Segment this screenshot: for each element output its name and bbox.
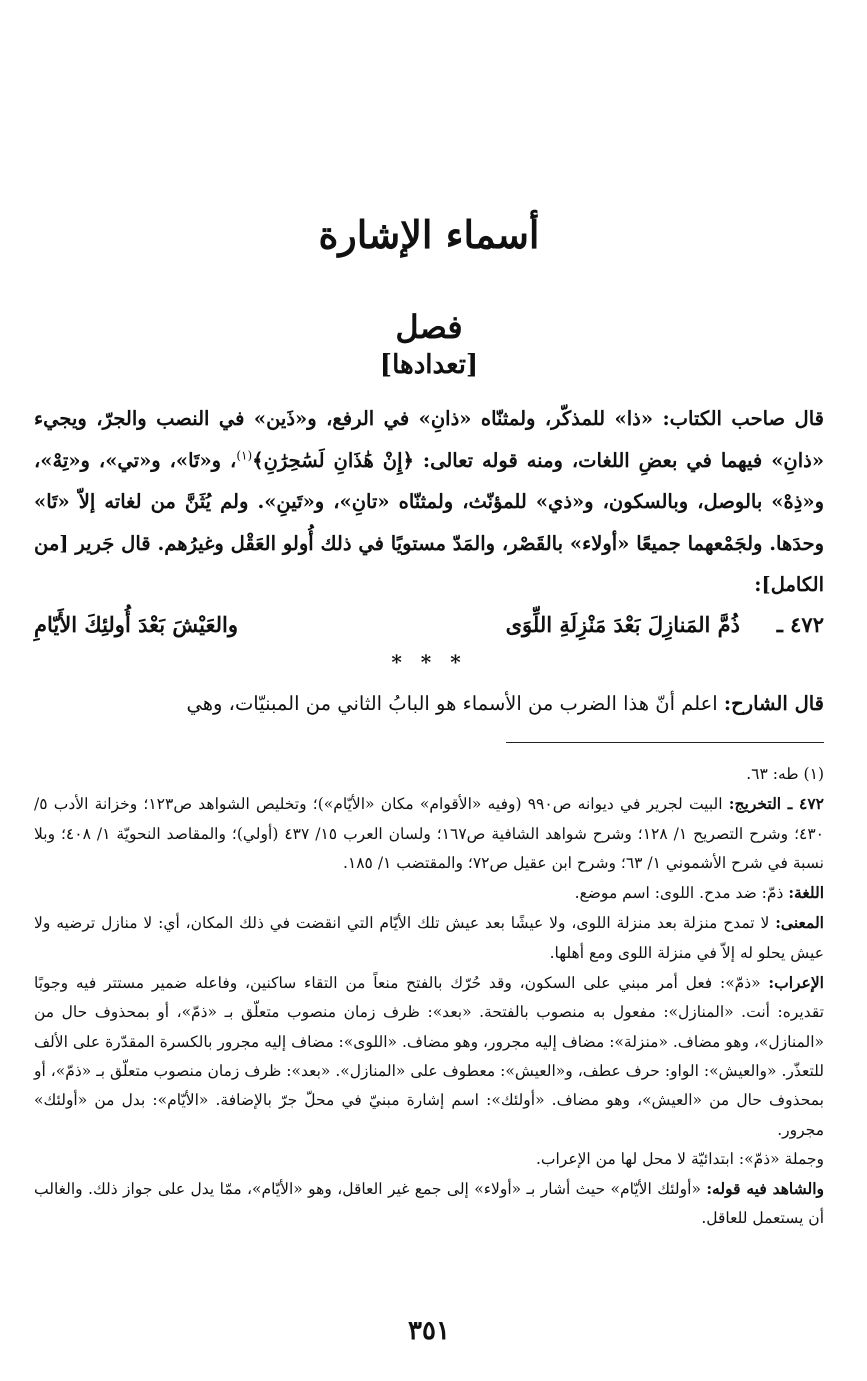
- footnote-1: (١) طه: ٦٣.: [746, 765, 824, 783]
- footnote-shahid: [34, 1174, 824, 1234]
- section-heading: فصل: [395, 308, 463, 346]
- verse-second-hemistich: والعَيْشَ بَعْدَ أُولئِكَ الأَيّامِ: [34, 612, 239, 637]
- maana-text: لا تمدح منزلة بعد منزلة اللوى، ولا عيشًا بعد عيش تلك الأيّام التي انقضت في ذلك المكان، أي: لا منازل ترضيه ولا عيش يحلو له إلاّ في منزلة اللوى ومع أهلها.: [34, 914, 824, 962]
- footnote-maana: [34, 908, 824, 968]
- shahid-label: والشاهد فيه قوله:: [706, 1179, 824, 1199]
- verse-first-hemistich: ذُمَّ المَنازِلَ بَعْدَ مَنْزِلَةِ اللِّوَى: [505, 612, 740, 637]
- footnote-irab: [34, 968, 824, 1145]
- commentary-label: قال الشارح:: [723, 692, 824, 715]
- maana-label: المعنى:: [775, 913, 824, 933]
- takhrij-text: البيت لجرير في ديوانه ص٩٩٠ (وفيه «الأقوام» مكان «الأيّام»)؛ وتخليص الشواهد ص١٢٣؛ وخزانة الأدب ٥/ ٤٣٠؛ وشرح التصريح ١/ ١٢٨؛ وشرح شواهد الشافية ص١٦٧؛ ولسان العرب ١٥/ ٤٣٧ (أولي)؛ والمقاصد النحويّة ١/ ٤٠٨؛ وبلا نسبة في شرح الأشموني ١/ ٦٣؛ وشرح ابن عقيل ص٧٢؛ والمقتضب ١/ ١٨٥.: [34, 795, 824, 872]
- irab-text: «ذمّ»: فعل أمر مبني على السكون، وقد حُرّك بالفتح منعاً من التقاء ساكنين، وفاعله ضمير مستتر فيه وجوبًا تقديره: أنت. «المنازل»: مفعول به منصوب بالفتحة. «بعد»: ظرف زمان منصوب متعلّق بـ «ذمّ»، أو بمحذوف حال من «المنازل»، وهو مضاف. «منزلة»: مضاف إليه مجرور، وهو مضاف. «اللوى»: مضاف إليه مجرور بالكسرة المقدّرة على الألف للتعذّر. «والعيش»: الواو: حرف عطف، و«العيش»: معطوف على «المنازل». «بعد»: ظرف زمان منصوب متعلّق بـ «ذمّ»، أو بمحذوف حال من «العيش»، وهو مضاف. «أولئك»: اسم إشارة مبنيّ في محلّ جرّ بالإضافة. «الأيّام»: بدل من «أولئك» مجرور.: [34, 974, 824, 1139]
- footnote-divider: [506, 742, 824, 743]
- takhrij-label: ٤٧٢ ـ التخريج:: [728, 794, 825, 814]
- section-separator: * * *: [391, 650, 467, 674]
- irab-label: الإعراب:: [768, 973, 824, 993]
- poem-verse: [34, 612, 824, 652]
- main-text-part-1: قال صاحب الكتاب: «ذا» للمذكّر، ولمثنّاه «ذانِ» في الرفع، و«ذَين» في النصب والجرّ، ويجيء «ذانِ» فيهما في بعضِ اللغات، ومنه قوله تعالى: ﴿إِنْ هَٰذَانِ لَسَٰحِرَٰنِ﴾: [34, 407, 825, 472]
- subsection-heading: [تعدادها]: [379, 350, 479, 380]
- main-text-part-2: ، و«تَا»، و«تي»، و«تِهْ»، و«ذِهْ» بالوصل، وبالسكون، و«ذي» للمؤنّث، ولمثنّاه «تانِ»، و«تَينِ». ولم يُثَنَّ من لغاته إلاّ «تَا» وحدَها. ولجَمْعهما جميعًا «أولاء» بالقَصْر، والمَدّ مستويًا في ذلك أُولو العَقْل وغيرُهم. قال جَرير [من الكامل]:: [34, 448, 824, 596]
- book-page: [34, 0, 824, 1381]
- lugha-text: ذمّ: ضد مدح. اللوى: اسم موضع.: [574, 884, 789, 903]
- footnote-takhrij: [34, 789, 824, 878]
- commentary-body: اعلم أنّ هذا الضرب من الأسماء هو البابُ الثاني من المبنيّات، وهي: [186, 692, 724, 715]
- commentary-text: [34, 684, 824, 724]
- footnote-ref: (١): [236, 448, 253, 462]
- footnote-lugha: [34, 878, 824, 908]
- shahid-text: «أولئك الأيّام» حيث أشار بـ «أولاء» إلى جمع غير العاقل، وهو «الأيّام»، ممّا يدل على جواز ذلك. والغالب أن يستعمل للعاقل.: [34, 1180, 824, 1228]
- chapter-title: أسماء الإشارة: [318, 212, 540, 257]
- footnote-jumla: وجملة «ذمّ»: ابتدائيّة لا محل لها من الإعراب.: [535, 1149, 824, 1168]
- main-text: [34, 398, 824, 606]
- page-number: ٣٥١: [408, 1316, 450, 1346]
- footnotes: [34, 760, 824, 1234]
- lugha-label: اللغة:: [788, 883, 824, 903]
- verse-number: ٤٧٢ ـ: [776, 612, 824, 637]
